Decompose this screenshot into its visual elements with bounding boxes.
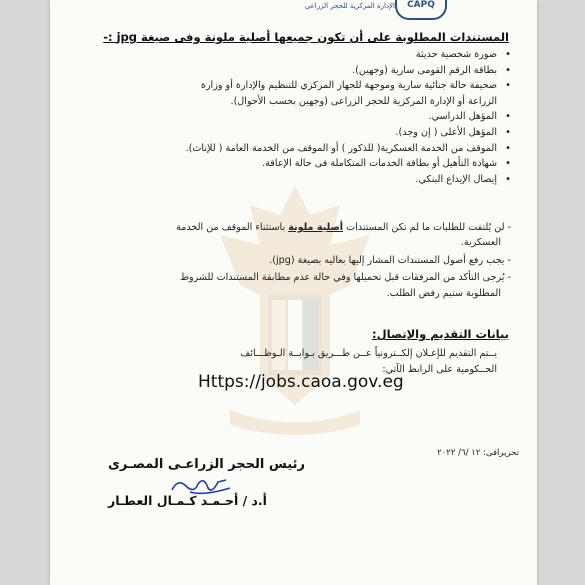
list-item: • شهادة التأهيل أو بطاقة الخدمات المتكاملة فى حالة الإعاقة. (81, 156, 511, 172)
org-name: الإدارة المركزية للحجر الزراعى (304, 2, 395, 10)
note-item: - يجب رفع أصول المستندات المشار إليها بعاليه بصيغة (jpg). (269, 254, 511, 266)
letterhead (304, 0, 447, 22)
document-page (50, 0, 537, 585)
capq-logo: CAPQ (395, 0, 447, 20)
list-item: • بطاقة الرقم القومى سارية (وجهين). (81, 63, 511, 79)
note-item: - لن يُلتفت للطلبات ما لم تكن المستندات أصلية ملونة باستثناء الموقف من الخدمة العسكرية. (176, 222, 511, 249)
list-item: • إيصال الإيداع البنكي. (81, 172, 511, 188)
notes-list (81, 220, 511, 303)
list-item: • المؤهل الأعلى ( إن وجد). (81, 125, 511, 141)
apply-text: يــتم التقديم للإعـلان إلكــترونياً عــن طـــريق بـوابــة الـوظـــائف الحــكومية على الرابط الآتي: (240, 348, 497, 375)
bullet-icon: • (505, 64, 511, 76)
issue-date: تحريرافى: ١٢ /٦/ ٢٠٢٢ (437, 448, 519, 458)
signatory-title: رئيس الحجر الزراعـى المصـرى (108, 457, 305, 472)
list-item: • صحيفة حالة جنائية سارية وموجهة للجهاز المركزي للتنظيم والإدارة أو وزارة الزراعة أو الإدارة المركزية للحجر الزراعى (وجهين بحسب الأحوال). (200, 80, 511, 107)
bullet-icon: • (505, 158, 511, 170)
note-item: - يُرجى التأكد من المرفقات قبل تحميلها وفي حالة عدم مطابقة المستندات للشروط المطلوبة ستيم رفض الطلب. (180, 272, 511, 299)
application-link[interactable]: Https://jobs.caoa.gov.eg (198, 372, 404, 392)
list-item: • صورة شخصية حديثة (81, 47, 511, 63)
bullet-icon: • (505, 173, 511, 185)
bullet-icon: • (505, 49, 511, 60)
list-item: • المؤهل الدراسي. (81, 109, 511, 125)
bullet-icon: • (505, 111, 511, 123)
signatory-name: أ.د / أحـمـد كـمـال العطـار (108, 493, 267, 508)
bullet-icon: • (505, 126, 511, 138)
list-item: • الموقف من الخدمة العسكرية( للذكور ) أو الموقف من الخدمة العامة ( للإناث). (81, 141, 511, 157)
apply-heading: بيانات التقديم والإتصال: (372, 327, 509, 341)
bullet-icon: • (505, 142, 511, 154)
bullet-icon: • (505, 80, 511, 92)
required-docs-list (81, 47, 511, 187)
required-docs-heading: المستندات المطلوبة على أن تكون جميعها أصلية ملونة وفى صيغة jpg :- (103, 30, 509, 44)
